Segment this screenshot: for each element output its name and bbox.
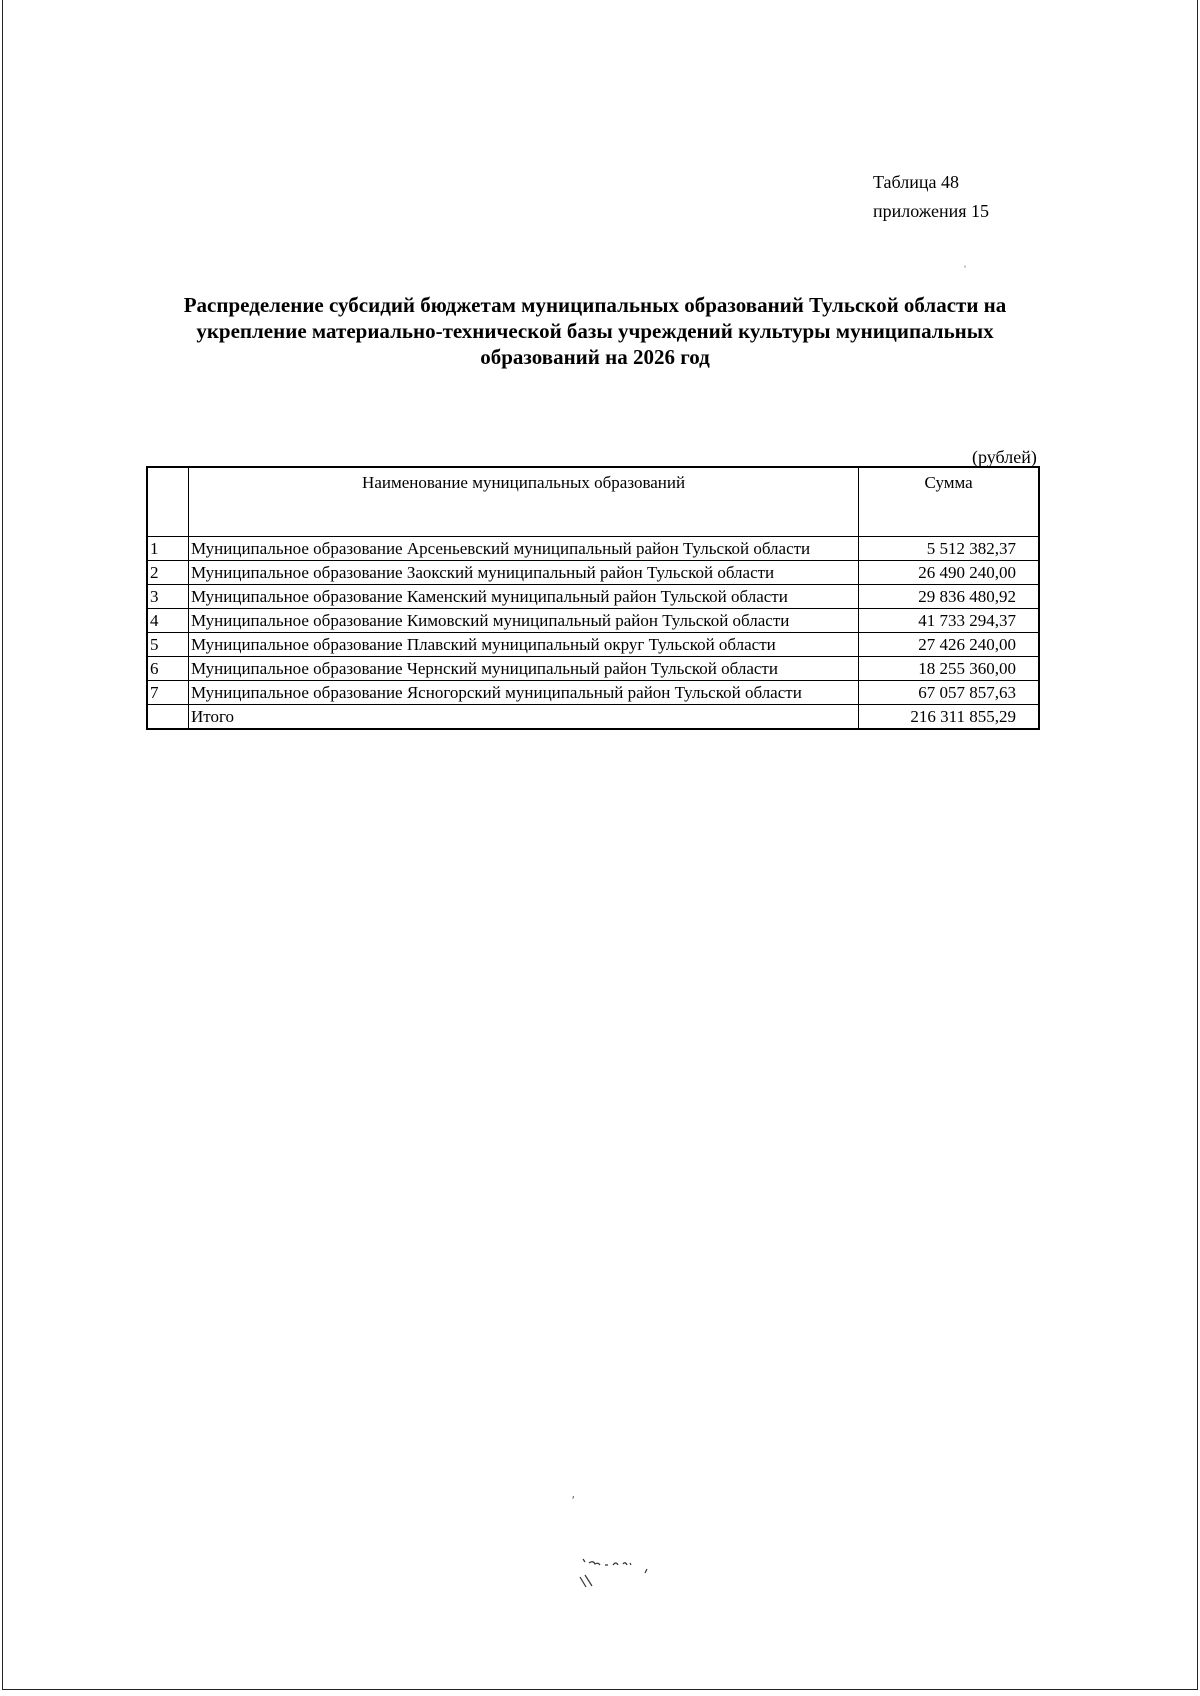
row-sum: 67 057 857,63 bbox=[859, 681, 1039, 705]
row-number: 3 bbox=[147, 585, 188, 609]
scan-mark: ˌ bbox=[963, 254, 967, 268]
row-sum: 27 426 240,00 bbox=[859, 633, 1039, 657]
row-sum: 29 836 480,92 bbox=[859, 585, 1039, 609]
header-sum: Сумма bbox=[859, 467, 1039, 537]
header-number bbox=[147, 467, 188, 537]
row-name: Муниципальное образование Кимовский муниципальный район Тульской области bbox=[188, 609, 858, 633]
total-label: Итого bbox=[188, 705, 858, 730]
row-number: 2 bbox=[147, 561, 188, 585]
units-label: (рублей) bbox=[972, 447, 1037, 467]
row-number: 5 bbox=[147, 633, 188, 657]
page-border bbox=[2, 0, 1198, 1690]
row-name: Муниципальное образование Каменский муниципальный район Тульской области bbox=[188, 585, 858, 609]
row-number: 4 bbox=[147, 609, 188, 633]
reference-table-number: Таблица 48 bbox=[873, 172, 959, 192]
row-name: Муниципальное образование Заокский муниципальный район Тульской области bbox=[188, 561, 858, 585]
header-name: Наименование муниципальных образований bbox=[188, 467, 858, 537]
row-name: Муниципальное образование Арсеньевский муниципальный район Тульской области bbox=[188, 537, 858, 561]
table-row bbox=[147, 681, 1039, 705]
table-row bbox=[147, 537, 1039, 561]
table-total-row bbox=[147, 705, 1039, 730]
table-row bbox=[147, 657, 1039, 681]
row-number: 1 bbox=[147, 537, 188, 561]
row-sum: 18 255 360,00 bbox=[859, 657, 1039, 681]
signature bbox=[575, 1555, 695, 1615]
total-sum: 216 311 855,29 bbox=[859, 705, 1039, 730]
distribution-table bbox=[146, 466, 1040, 730]
total-number bbox=[147, 705, 188, 730]
row-name: Муниципальное образование Чернский муниципальный район Тульской области bbox=[188, 657, 858, 681]
row-name: Муниципальное образование Ясногорский муниципальный район Тульской области bbox=[188, 681, 858, 705]
reference-appendix: приложения 15 bbox=[873, 201, 990, 221]
row-number: 6 bbox=[147, 657, 188, 681]
table-reference bbox=[873, 168, 989, 226]
document-title: Распределение субсидий бюджетам муниципальных образований Тульской области на укрепление материально-технической базы учреждений культуры муниципальных образований на 2026 год bbox=[183, 293, 1007, 369]
row-name: Муниципальное образование Плавский муниципальный округ Тульской области bbox=[188, 633, 858, 657]
table-row bbox=[147, 585, 1039, 609]
table-header-row bbox=[147, 467, 1039, 537]
table-row bbox=[147, 633, 1039, 657]
row-sum: 26 490 240,00 bbox=[859, 561, 1039, 585]
row-number: 7 bbox=[147, 681, 188, 705]
table-row bbox=[147, 609, 1039, 633]
table-row bbox=[147, 561, 1039, 585]
row-sum: 5 512 382,37 bbox=[859, 537, 1039, 561]
row-sum: 41 733 294,37 bbox=[859, 609, 1039, 633]
scan-mark: ʹ bbox=[572, 1493, 575, 1507]
